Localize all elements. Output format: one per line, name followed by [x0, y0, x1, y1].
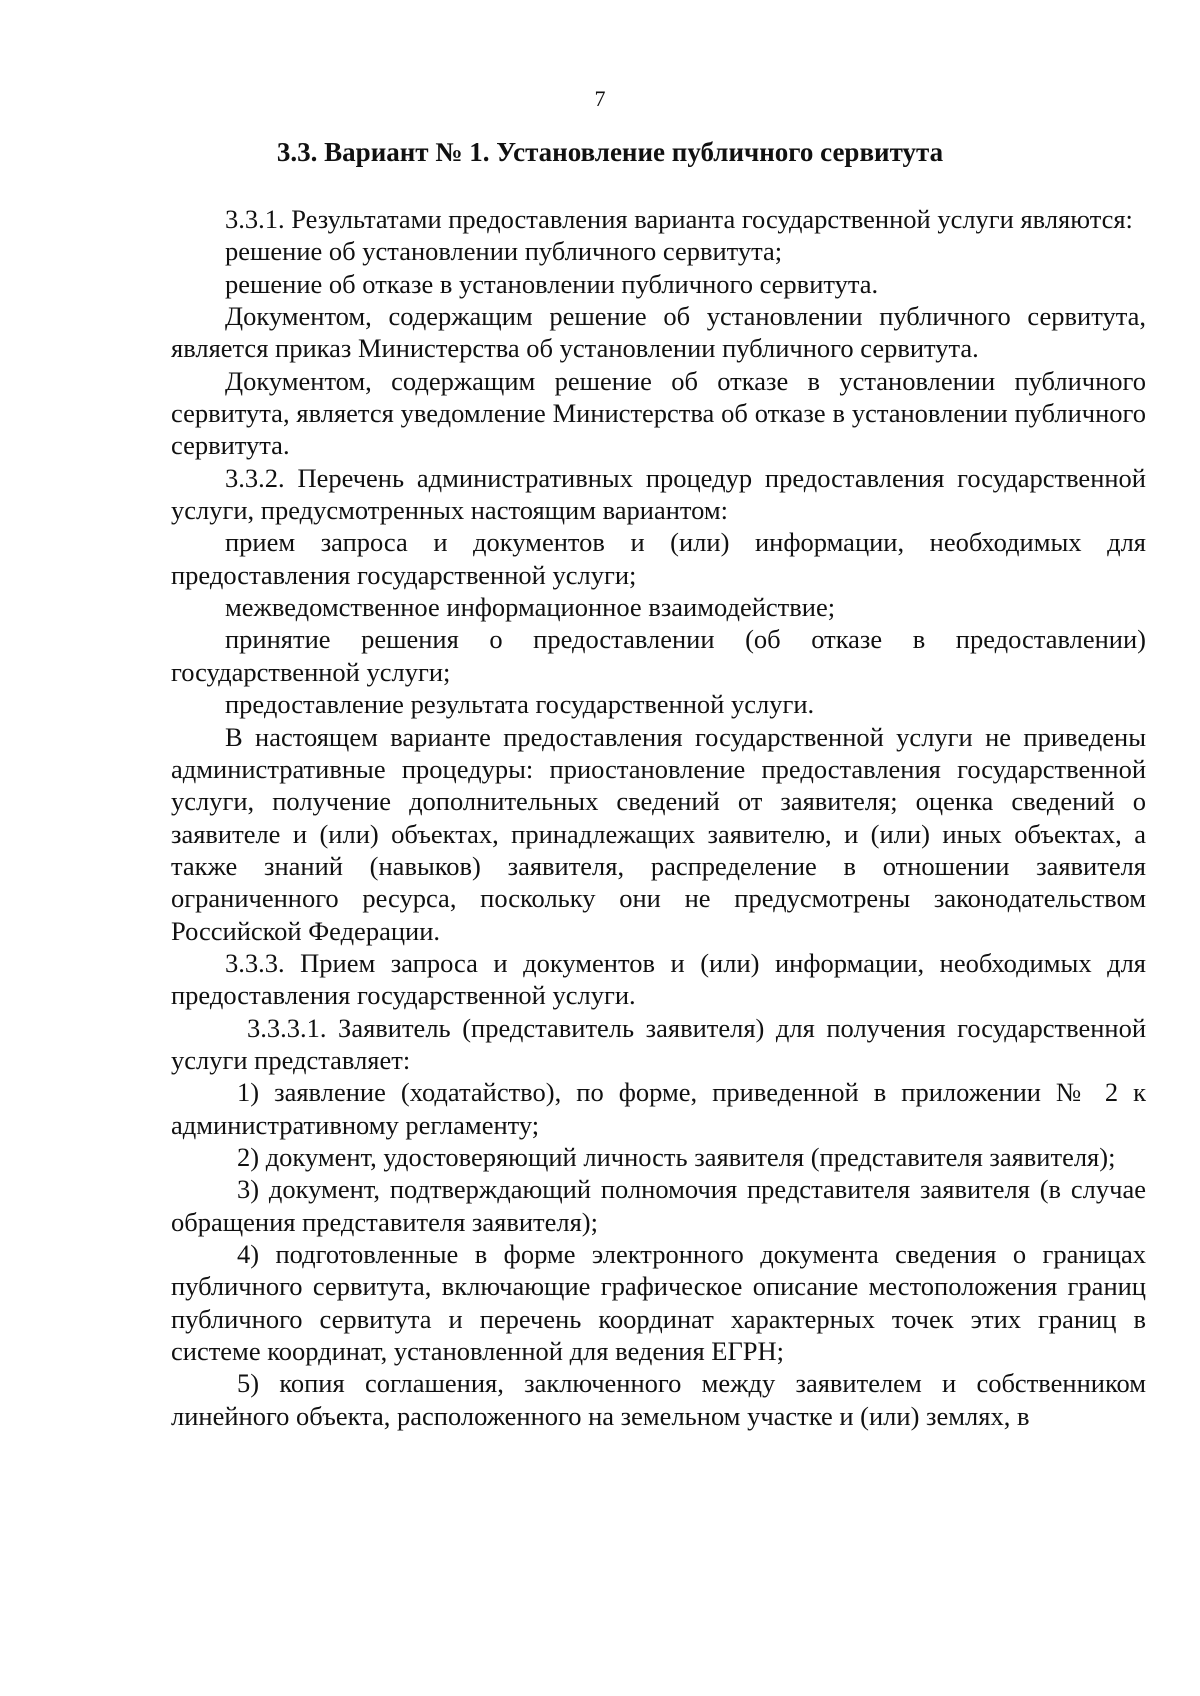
list-item-interagency: межведомственное информационное взаимодействие;	[225, 592, 836, 623]
paragraph-3-3-2: 3.3.2. Перечень административных процедур предоставления государственной услуги, предусмотренных настоящим вариантом:	[171, 462, 1146, 526]
document-body	[171, 203, 1146, 1432]
list-item-result-delivery: предоставление результата государственной услуги.	[225, 689, 815, 720]
list-item-request-intake: прием запроса и документов и (или) информации, необходимых для предоставления государственной услуги;	[171, 527, 1146, 590]
list-item-5: 5) копия соглашения, заключенного между заявителем и собственником линейного объекта, расположенного на земельном участке и (или) землях, в	[171, 1368, 1146, 1431]
page-number: 7	[594, 86, 606, 111]
section-heading: 3.3. Вариант № 1. Установление публичного сервитута	[276, 137, 944, 167]
list-item-decision-establish: решение об установлении публичного сервитута;	[225, 236, 783, 267]
paragraph-document-refuse: Документом, содержащим решение об отказе в установлении публичного сервитута, является уведомление Министерства об отказе в установлении публичного сервитута.	[171, 365, 1146, 461]
list-item-decision-refuse: решение об отказе в установлении публичного сервитута.	[225, 268, 879, 299]
paragraph-document-establish: Документом, содержащим решение об установлении публичного сервитута, является приказ Министерства об установлении публичного сервитута.	[171, 301, 1146, 364]
paragraph-not-included: В настоящем варианте предоставления государственной услуги не приведены административные процедуры: приостановление предоставления государственной услуги, получение дополнительных сведений от заявителя; оценка сведений о заявителе и (или) объектах, принадлежащих заявителю, и (или) иных объектах, а также знаний (навыков) заявителя, распределение в отношении заявителя ограниченного ресурса, поскольку они не предусмотрены законодательством Российской Федерации.	[171, 721, 1146, 946]
list-item-decision-making: принятие решения о предоставлении (об отказе в предоставлении) государственной услуги;	[171, 624, 1146, 687]
list-item-4: 4) подготовленные в форме электронного документа сведения о границах публичного сервитута, включающие графическое описание местоположения границ публичного сервитута и перечень координат характерных точек этих границ в системе координат, установленной для ведения ЕГРН;	[171, 1239, 1146, 1367]
list-item-3: 3) документ, подтверждающий полномочия представителя заявителя (в случае обращения представителя заявителя);	[171, 1174, 1146, 1237]
paragraph-3-3-1: 3.3.1. Результатами предоставления варианта государственной услуги являются:	[225, 204, 1133, 234]
paragraph-3-3-3: 3.3.3. Прием запроса и документов и (или) информации, необходимых для предоставления государственной услуги.	[171, 947, 1146, 1011]
list-item-2: 2) документ, удостоверяющий личность заявителя (представителя заявителя);	[237, 1141, 1116, 1172]
paragraph-3-3-3-1: 3.3.3.1. Заявитель (представитель заявителя) для получения государственной услуги представляет:	[171, 1012, 1146, 1075]
list-item-1: 1) заявление (ходатайство), по форме, приведенной в приложении № 2 к административному регламенту;	[171, 1077, 1146, 1140]
